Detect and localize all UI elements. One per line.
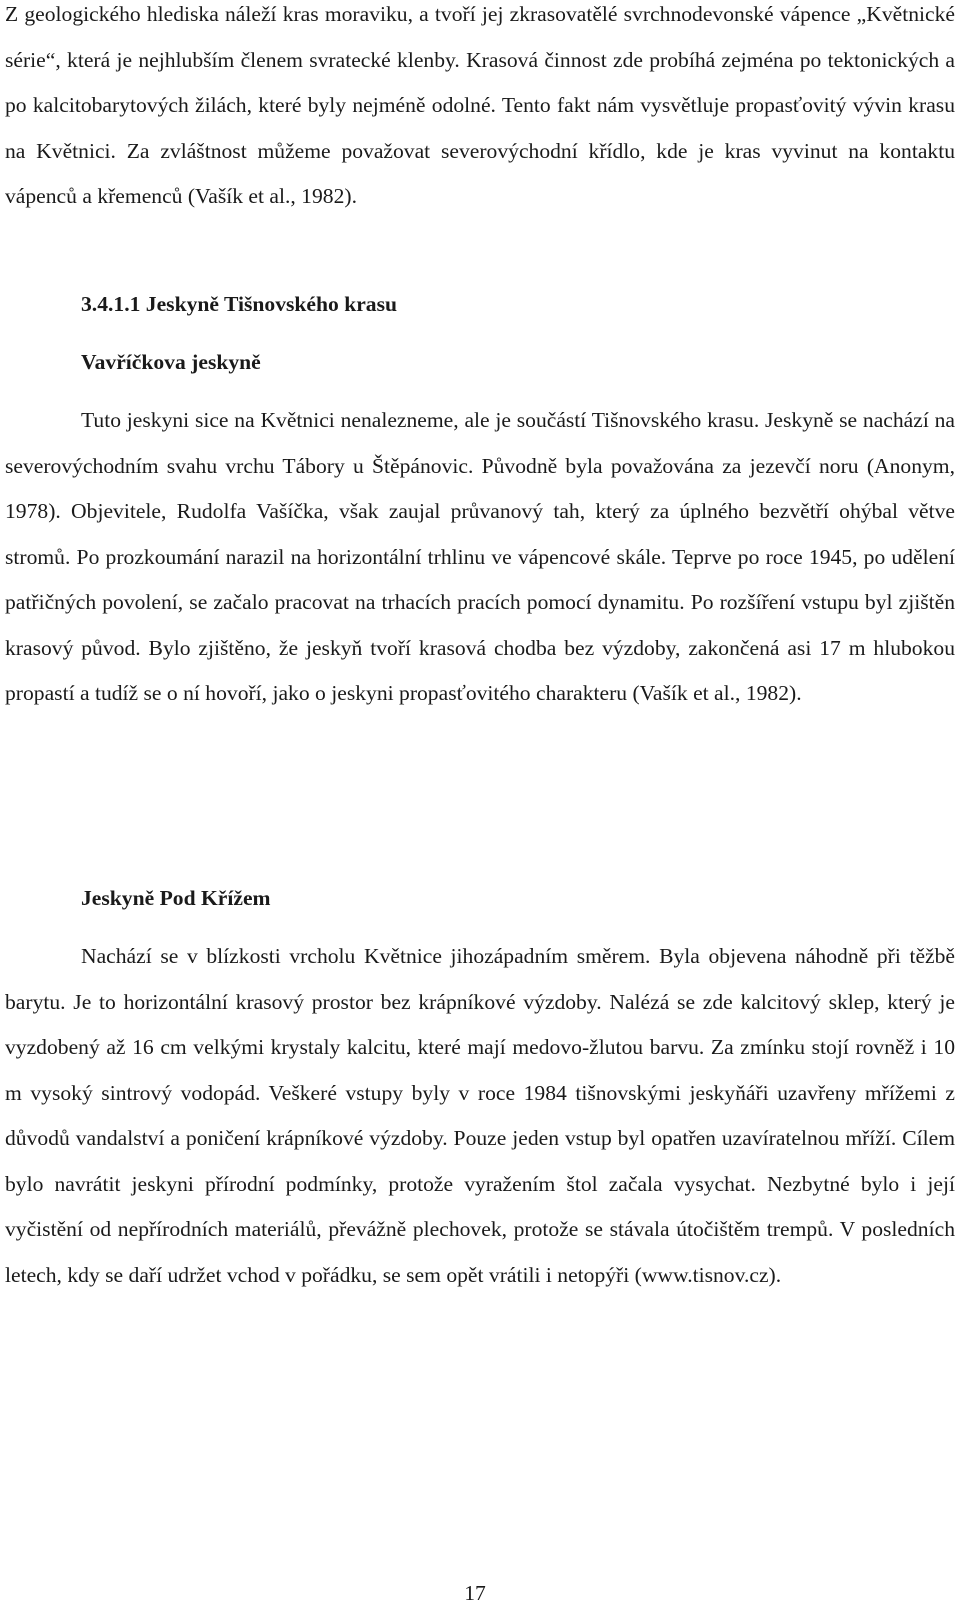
paragraph-vavrickova: Tuto jeskyni sice na Květnici nenalezneme, ale je součástí Tišnovského krasu. Jeskyně se nachází na severovýchodním svahu vrchu Tábory u Štěpánovic. Původně byla považována za jezevčí noru (Anonym, 1978). Objevitele, Rudolfa Vašíčka, však zaujal průvanový tah, který za úplného bezvětří ohýbal větve stromů. Po prozkoumání narazil na horizontální trhlinu ve vápencové skále. Teprve po roce 1945, po udělení patřičných povolení, se začalo pracovat na trhacích pracích pomocí dynamitu. Po rozšíření vstupu byl zjištěn krasový původ. Bylo zjištěno, že jeskyň tvoří krasová chodba bez výzdoby, zakončená asi 17 m hlubokou propastí a tudíž se o ní hovoří, jako o jeskyni propasťovitého charakteru (Vašík et al., 1982). [5,408,955,705]
page-number: 17 [464,1581,486,1605]
paragraph-intro: Z geologického hlediska náleží kras moraviku, a tvoří jej zkrasovatělé svrchnodevonské vápence „Květnické série“, která je nejhlubším členem svratecké klenby. Krasová činnost zde probíhá zejména po tektonických a po kalcitobarytových žilách, které byly nejméně odolné. Tento fakt nám vysvětluje propasťovitý vývin krasu na Květnici. Za zvláštnost můžeme považovat severovýchodní křídlo, kde je kras vyvinut na kontaktu vápenců a křemenců (Vašík et al., 1982). [5,2,955,208]
paragraph-pod-krizem: Nachází se v blízkosti vrcholu Květnice jihozápadním směrem. Byla objevena náhodně při těžbě barytu. Je to horizontální krasový prostor bez krápníkové výzdoby. Nalézá se zde kalcitový sklep, který je vyzdobený až 16 cm velkými krystaly kalcitu, které mají medovo-žlutou barvu. Za zmínku stojí rovněž i 10 m vysoký sintrový vodopád. Veškeré vstupy byly v roce 1984 tišnovskými jeskyňáři uzavřeny mřížemi z důvodů vandalství a poničení krápníkové výzdoby. Pouze jeden vstup byl opatřen uzavíratelnou mříží. Cílem bylo navrátit jeskyni přírodní podmínky, protože vyražením štol začala vysychat. Nezbytné bylo i její vyčistění od nepřírodních materiálů, převážně plechovek, protože se stávala útočištěm trempů. V posledních letech, kdy se daří udržet vchod v pořádku, se sem opět vrátili i netopýři (www.tisnov.cz). [5,944,955,1287]
section-heading: 3.4.1.1 Jeskyně Tišnovského krasu [81,292,397,316]
subheading-vavrickova: Vavříčkova jeskyně [81,350,261,374]
subheading-pod-krizem: Jeskyně Pod Křížem [81,886,271,910]
